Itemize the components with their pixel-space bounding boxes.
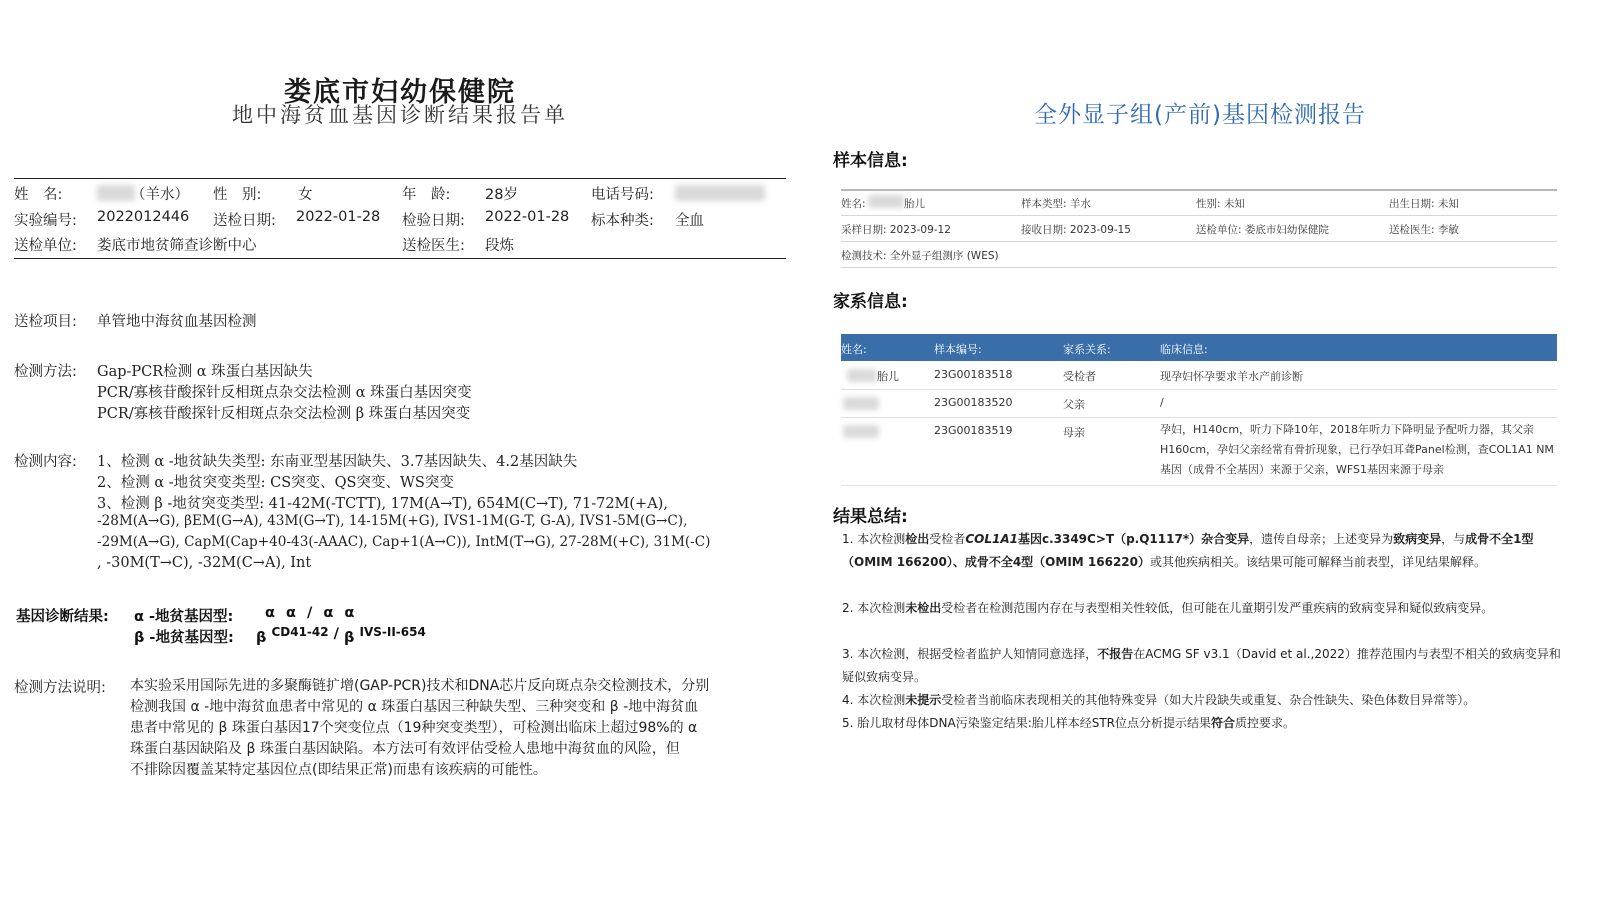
summary-item [842,643,1562,689]
family-sample-id: 23G00183519 [934,424,1013,437]
method-line: Gap-PCR检测 α 珠蛋白基因缺失 [97,364,313,380]
unit-value: 娄底市地贫筛查诊断中心 [97,238,257,254]
note-label: 检测方法说明: [14,680,106,696]
header-rule-bottom [14,258,786,259]
note-line: 珠蛋白基因缺陷及 β 珠蛋白基因缺陷。本方法可有效评估受检人患地中海贫血的风险，但 [130,741,680,757]
note-line: 检测我国 α -地中海贫血患者中常见的 α 珠蛋白基因三种缺失型、三种突变和 β -地中海贫血 [130,699,699,715]
sample-doctor: 送检医生: 李敏 [1389,224,1459,236]
summary-number: 3. [842,647,854,661]
sample-name-redaction [868,195,904,208]
summary-emphasis: 未检出 [905,601,942,615]
summary-heading: 结果总结: [833,507,908,527]
sample-collect-date: 采样日期: 2023-09-12 [841,224,951,236]
family-row [841,417,1557,486]
content-line: 2、检测 α -地贫突变类型: CS突变、QS突变、WS突变 [97,475,454,491]
age-value: 28岁 [485,187,518,203]
family-sample-id: 23G00183520 [934,396,1013,409]
family-info-heading: 家系信息: [833,292,908,312]
family-name-redaction [847,369,877,382]
summary-emphasis: 符合 [1211,716,1236,730]
family-th-relation: 家系关系: [1063,343,1111,356]
family-clinical-info: 现孕妇怀孕要求羊水产前诊断 [1160,370,1303,383]
summary-text: 质控要求。 [1235,716,1296,730]
family-name-redaction [843,397,879,410]
summary-number: 5. [842,716,854,730]
sample-info-heading: 样本信息: [833,151,908,171]
summary-text: 受检者 [929,532,966,546]
summary-number: 2. [842,601,854,615]
family-table-header [841,334,1557,361]
content-label: 检测内容: [14,454,77,470]
note-line: 本实验采用国际先进的多聚酶链扩增(GAP-PCR)技术和DNA芯片反向斑点杂交检测技术，分别 [130,678,710,694]
doctor-value: 段炼 [485,238,514,254]
summary-text: 本次检测 [853,693,906,707]
summary-text: 本次检测，根据受检者监护人知情同意选择， [853,647,1098,661]
summary-text: ，遗传自母亲；上述变异为 [1249,532,1394,546]
sex-value: 女 [298,187,313,203]
family-row [841,361,1557,390]
test-date-label: 检验日期: [402,213,465,229]
summary-text: 受检者当前临床表现相关的其他特殊变异（如大片段缺失或重复、杂合性缺失、染色体数目异常等）。 [941,693,1476,707]
specimen-label: 标本种类: [591,213,654,229]
family-th-info: 临床信息: [1160,343,1208,356]
sample-unit: 送检单位: 娄底市妇幼保健院 [1196,224,1329,236]
sample-birth-date: 出生日期: 未知 [1389,198,1459,210]
family-sample-id: 23G00183518 [934,368,1013,381]
family-name: 胎儿 [877,370,899,383]
phone-label: 电话号码: [591,187,654,203]
sample-type: 样本类型: 羊水 [1021,198,1091,210]
family-clinical-info: / [1160,396,1164,409]
family-name-redaction [843,425,879,438]
summary-emphasis: 致病变异 [1393,532,1442,546]
submit-date-label: 送检日期: [213,213,276,229]
report-title: 地中海贫血基因诊断结果报告单 [232,103,568,127]
sample-name-value: 胎儿 [904,198,925,210]
alpha-genotype-label: α -地贫基因型: [134,609,234,625]
beta-allele-2-mutation: IVS-II-654 [359,625,426,639]
content-line: -29M(A→G), CapM(Cap+40-43(-AAAC), Cap+1(A→C)), IntM(T→G), 27-28M(+C), 31M(-C) [97,534,711,550]
beta-allele-1: β [256,630,267,646]
sex-label: 性 别: [213,187,262,203]
alpha-genotype-value: α α / α α [265,605,358,621]
name-value: （羊水） [131,187,189,203]
note-line: 患者中常见的 β 珠蛋白基因17个突变位点（19种突变类型），可检测出临床上超过98%的 α [130,720,698,736]
summary-number: 4. [842,693,854,707]
beta-genotype-value [256,625,426,646]
content-line: 1、检测 α -地贫缺失类型: 东南亚型基因缺失、3.7基因缺失、4.2基因缺失 [97,454,578,470]
summary-text: 胎儿取材母体DNA污染鉴定结果:胎儿样本经STR位点分析提示结果 [853,716,1212,730]
summary-item [842,712,1562,735]
wes-report-title: 全外显子组(产前)基因检测报告 [1034,102,1366,128]
lab-no-value: 2022012446 [97,209,190,225]
submit-date-value: 2022-01-28 [296,209,381,225]
content-line: 3、检测 β -地贫突变类型: 41-42M(-TCTT), 17M(A→T), 654M(C→T), 71-72M(+A), [97,496,668,512]
phone-redaction [675,185,765,201]
diagnosis-label: 基因诊断结果: [16,609,109,625]
summary-text: ，与 [1441,532,1466,546]
summary-item [842,528,1562,574]
specimen-value: 全血 [675,213,704,229]
doctor-label: 送检医生: [402,238,465,254]
sample-tech: 检测技术: 全外显子组测序 (WES) [841,250,999,262]
sample-name-label: 姓名: [841,198,866,210]
beta-allele-1-mutation: CD41-42 [271,625,329,639]
summary-text: 受检者在检测范围内存在与表型相关性较低，但可能在儿童期引发严重疾病的致病变异和疑似致病变异。 [941,601,1494,615]
age-label: 年 龄: [402,187,451,203]
summary-text: 在ACMG SF v3.1（David et al.,2022）推荐范围内与表型不相关的致病变异和疑似致病变异。 [842,647,1561,684]
summary-emphasis: 检出 [905,532,930,546]
content-line: -28M(A→G), βEM(G→A), 43M(G→T), 14-15M(+G), IVS1-1M(G-T, G-A), IVS1-5M(G→C), [97,513,688,529]
method-line: PCR/寡核苷酸探针反相斑点杂交法检测 α 珠蛋白基因突变 [97,385,472,401]
summary-emphasis: 未提示 [905,693,942,707]
lab-no-label: 实验编号: [14,213,77,229]
summary-text: 本次检测 [853,532,906,546]
unit-label: 送检单位: [14,238,77,254]
name-label: 姓 名: [14,187,63,203]
note-line: 不排除因覆盖某特定基因位点(即结果正常)而患有该疾病的可能性。 [130,762,547,778]
family-row [841,389,1557,418]
sample-sex: 性别: 未知 [1196,198,1245,210]
sample-row-1 [841,190,1557,216]
family-th-id: 样本编号: [934,343,982,356]
header-rule-top [14,178,786,179]
project-value: 单管地中海贫血基因检测 [97,314,257,330]
family-clinical-info: 孕妇，H140cm，听力下降10年，2018年听力下降明显予配听力器，其父亲H160cm，孕妇父亲经常有骨折现象，已行孕妇耳聋Panel检测，查COL1A1 NM基因（成骨不全基因）来源于父亲，WFS1基因来源于母亲 [1160,423,1554,476]
summary-gene: COL1A1 [965,532,1018,546]
family-th-name: 姓名: [841,343,867,356]
method-line: PCR/寡核苷酸探针反相斑点杂交法检测 β 珠蛋白基因突变 [97,406,471,422]
summary-emphasis: 成骨不全1型（OMIM 166200）、成骨不全4型（OMIM 166220） [842,532,1534,569]
sample-row-2 [841,216,1557,242]
name-redaction [97,185,135,201]
beta-genotype-label: β -地贫基因型: [134,630,234,646]
family-relation: 父亲 [1063,398,1085,411]
summary-item [842,597,1562,620]
method-label: 检测方法: [14,364,77,380]
summary-item [842,689,1562,712]
project-label: 送检项目: [14,314,77,330]
sample-receive-date: 接收日期: 2023-09-15 [1021,224,1131,236]
beta-allele-2: β [344,630,355,646]
beta-separator: / [333,626,339,642]
summary-emphasis: 基因c.3349C>T（p.Q1117*）杂合变异 [1017,532,1250,546]
summary-text: 本次检测 [853,601,906,615]
family-relation: 母亲 [1063,426,1085,439]
content-line: , -30M(T→C), -32M(C→A), Int [97,555,312,571]
family-relation: 受检者 [1063,370,1096,383]
sample-row-3 [841,242,1557,268]
summary-emphasis: 不报告 [1097,647,1134,661]
test-date-value: 2022-01-28 [485,209,570,225]
summary-text: 或其他疾病相关。该结果可能可解释当前表型，详见结果解释。 [1150,555,1487,569]
summary-number: 1. [842,532,854,546]
hospital-name: 娄底市妇幼保健院 [284,77,516,108]
